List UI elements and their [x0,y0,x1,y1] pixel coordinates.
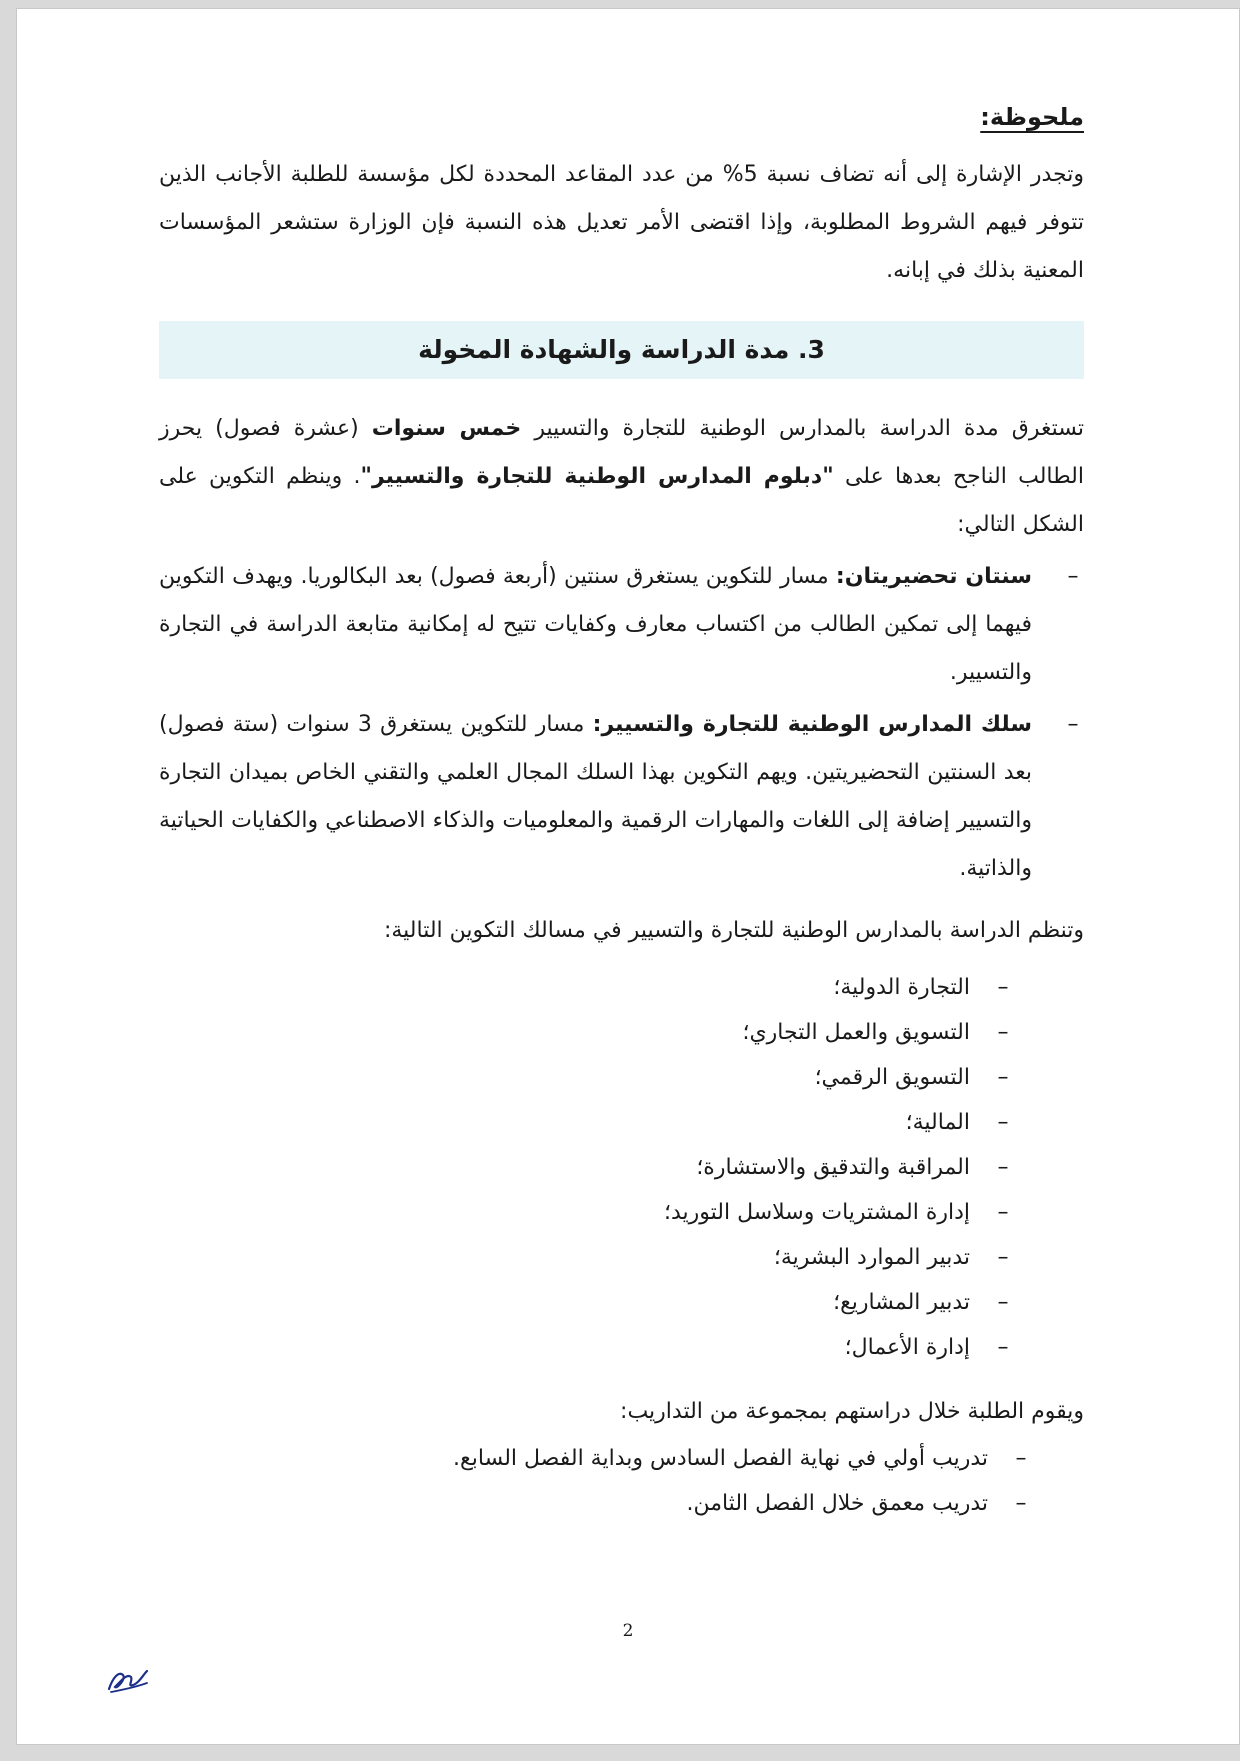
intro-bold-diploma: "دبلوم المدارس الوطنية للتجارة والتسيير" [360,464,834,489]
dash-bullet: – [1067,712,1079,737]
dash-bullet: – [997,1335,1009,1360]
internships-intro: ويقوم الطلبة خلال دراستهم بمجموعة من التداريب: [620,1399,1084,1424]
list-item: – تدريب أولي في نهاية الفصل السادس وبداية الفصل السابع. [159,1436,1032,1481]
dash-bullet: – [997,1065,1009,1090]
list-item: – التسويق والعمل التجاري؛ [159,1010,1014,1055]
signature-icon [103,1659,153,1699]
intro-bold-duration: خمس سنوات [371,416,522,441]
list-item: – التسويق الرقمي؛ [159,1055,1014,1100]
dash-bullet: – [1015,1446,1027,1471]
internships-list [159,1436,1084,1526]
phase-item-encg-cycle [159,701,1084,893]
phase-text: مسار للتكوين يستغرق 3 سنوات (ستة فصول) بعد السنتين التحضيريتين. ويهم التكوين بهذا السلك المجال العلمي والتقني الخاص بميدان التجارة والتسيير إضافة إلى اللغات والمهارات الرقمية والمعلوميات والذكاء الاصطناعي والكفايات الحياتية والذاتية. [159,712,1032,881]
dash-bullet: – [997,975,1009,1000]
intro-text-3: . وينظم التكوين على الشكل التالي: [159,464,1084,537]
dash-bullet: – [997,1245,1009,1270]
page-number: 2 [622,1621,634,1641]
list-item: – المالية؛ [159,1100,1014,1145]
section-heading: 3. مدة الدراسة والشهادة المخولة [159,321,1084,379]
phase-title: سلك المدارس الوطنية للتجارة والتسيير: [592,712,1032,737]
dash-bullet: – [997,1110,1009,1135]
page-content [159,97,1084,1526]
dash-bullet: – [997,1155,1009,1180]
note-title: ملحوظة: [980,103,1084,131]
phase-item-preparatory [159,553,1084,697]
dash-bullet: – [1067,564,1079,589]
dash-bullet: – [997,1200,1009,1225]
note-paragraph: وتجدر الإشارة إلى أنه تضاف نسبة 5% من عدد المقاعد المحددة لكل مؤسسة للطلبة الأجانب الذين تتوفر فيهم الشروط المطلوبة، وإذا اقتضى الأمر تعديل هذه النسبة فإن الوزارة ستشعر المؤسسات المعنية بذلك في إبانه. [159,162,1084,283]
tracks-intro: وتنظم الدراسة بالمدارس الوطنية للتجارة والتسيير في مسالك التكوين التالية: [383,918,1084,943]
list-item: – تدريب معمق خلال الفصل الثامن. [159,1481,1032,1526]
section-intro [159,405,1084,549]
dash-bullet: – [997,1290,1009,1315]
dash-bullet: – [997,1020,1009,1045]
list-item: – تدبير المشاريع؛ [159,1280,1014,1325]
list-item: – إدارة الأعمال؛ [159,1325,1014,1370]
list-item: – إدارة المشتريات وسلاسل التوريد؛ [159,1190,1014,1235]
phase-title: سنتان تحضيريتان: [835,564,1032,589]
intro-text-1: تستغرق مدة الدراسة بالمدارس الوطنية للتجارة والتسيير [521,416,1084,441]
dash-bullet: – [1015,1491,1027,1516]
document-page [16,8,1240,1745]
list-item: – المراقبة والتدقيق والاستشارة؛ [159,1145,1014,1190]
intro-text-2: (عشرة فصول) يحرز الطالب الناجح بعدها على [159,416,1084,489]
tracks-list [159,965,1084,1370]
list-item: – تدبير الموارد البشرية؛ [159,1235,1014,1280]
list-item: – التجارة الدولية؛ [159,965,1014,1010]
phase-text: مسار للتكوين يستغرق سنتين (أربعة فصول) بعد البكالوريا. ويهدف التكوين فيهما إلى تمكين الطالب من اكتساب معارف وكفايات تتيح له إمكانية متابعة الدراسة في التجارة والتسيير. [159,564,1032,685]
